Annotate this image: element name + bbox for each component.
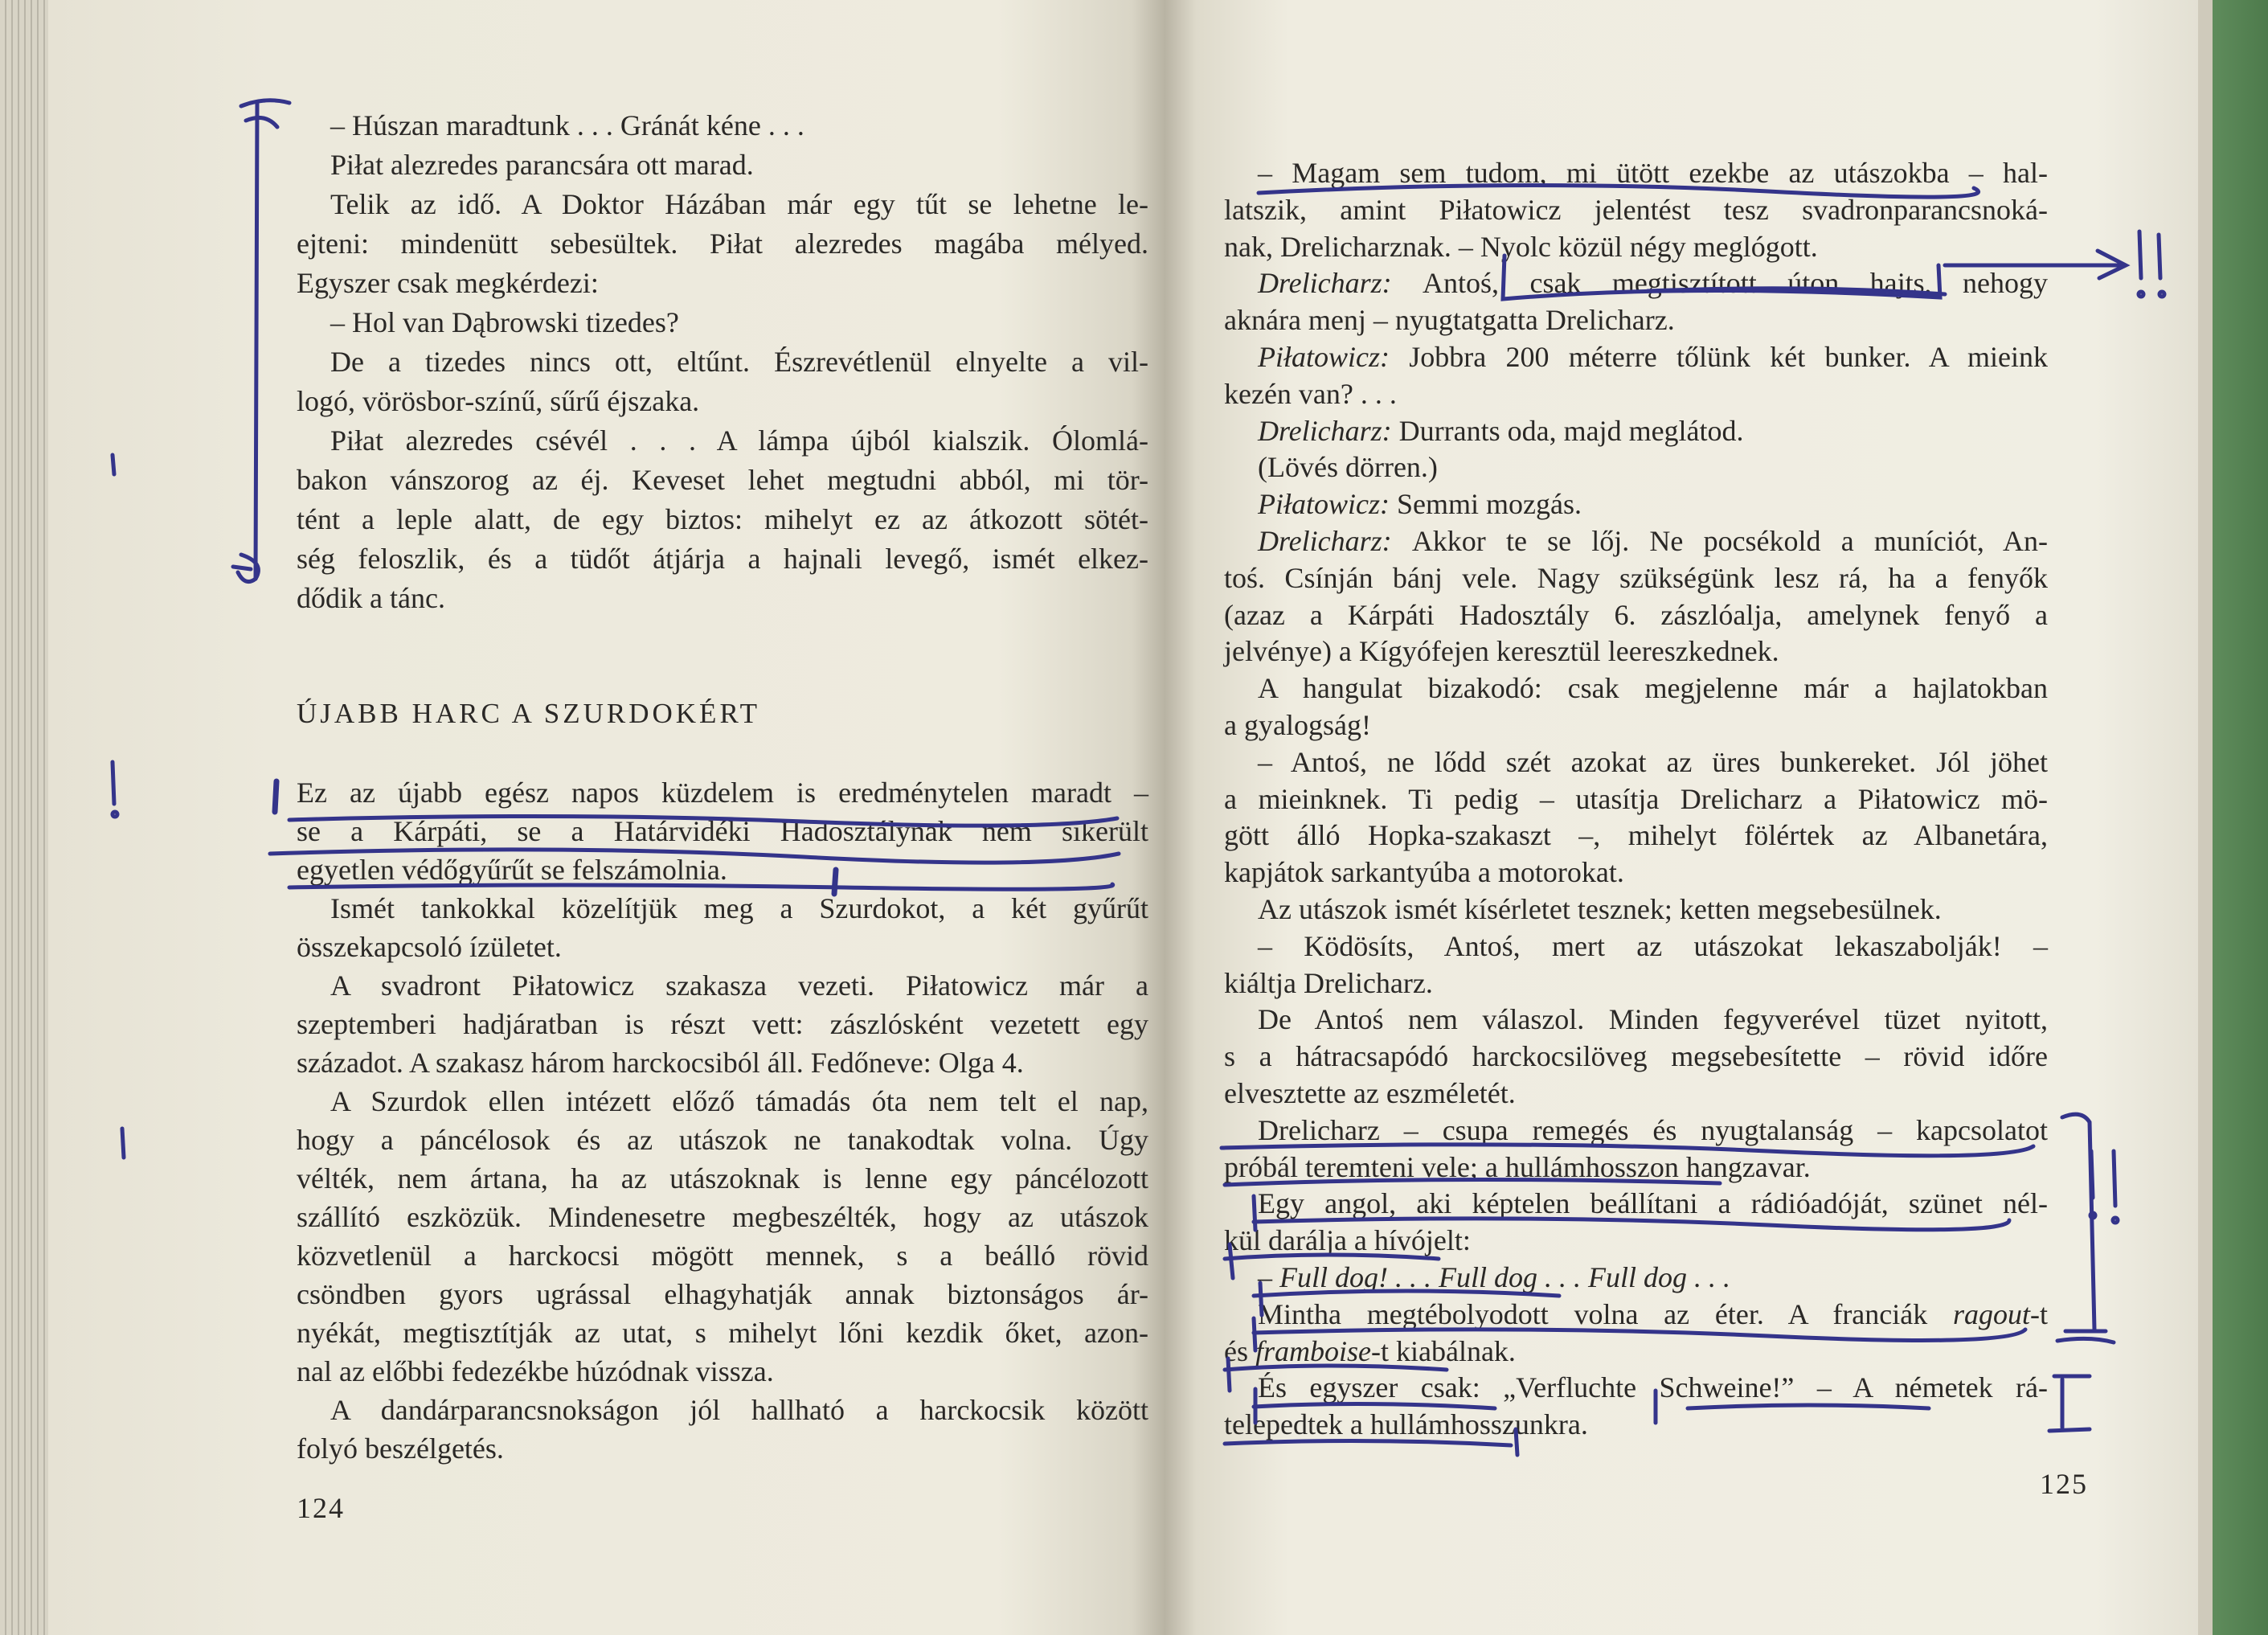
underline <box>1254 1219 2009 1230</box>
text-line: nak, Drelicharznak. – Nyolc közül négy meglógott. <box>1224 230 1818 263</box>
text-line: Piłat alezredes csévél . . . A lámpa újból kialszik. Ólomlá- <box>330 424 1148 457</box>
text-line: közvetlenül a harckocsi mögött mennek, s a beálló rövid <box>297 1240 1148 1272</box>
text-segment: Antoś, csak megtisztított úton hajts, nehogy <box>1423 267 2048 300</box>
text-segment: Durrants oda, majd meglátod. <box>1398 414 1744 447</box>
text-line: nyékát, megtisztítják az utat, s mihelyt lőni kezdik őket, azon- <box>297 1317 1148 1349</box>
arrow-annotation <box>1945 251 2126 278</box>
text-line: És egyszer csak: „Verfluchte Schweine!” – A németek rá- <box>1258 1371 2048 1404</box>
text-line: Egy angol, aki képtelen beállítani a rádióadóját, szünet nél- <box>1258 1187 2048 1220</box>
underline <box>1254 1403 1495 1408</box>
text-line: kiáltja Drelicharz. <box>1224 966 1433 999</box>
text-line: kezén van? . . . <box>1224 377 1397 410</box>
text-line: vélték, nem ártana, ha az utászoknak is lenne egy páncélozott <box>297 1162 1148 1194</box>
text-line: – Húszan maradtunk . . . Gránát kéne . . . <box>330 109 804 141</box>
text-line: s a hátracsapódó harckocsilöveg megsebesítette – rövid időre <box>1224 1040 2048 1073</box>
text-line: se a Kárpáti, se a Határvidéki Hadosztálynak nem sikerült <box>297 815 1148 847</box>
text-mark <box>1228 1196 1656 1455</box>
underline <box>1259 185 1979 197</box>
italic-text: Piłatowicz: <box>1258 340 1410 373</box>
text-line: csöndben gyors ugrással elhagyhatják annak biztonságos ár- <box>297 1278 1148 1310</box>
italic-text: ragout <box>1952 1297 2030 1330</box>
right-margin-bracket <box>2057 1114 2114 1342</box>
exclamation-marks <box>2139 232 2164 297</box>
underline <box>1254 1330 2025 1341</box>
text-line: A Szurdok ellen intézett előző támadás óta nem telt el nap, <box>330 1085 1148 1117</box>
text-line: hogy a páncélosok és az utászok ne tanakodtak volna. Úgy <box>297 1124 1148 1156</box>
text-mark <box>275 781 276 812</box>
text-mark <box>1503 256 1940 299</box>
text-line: (azaz a Kárpáti Hadosztály 6. zászlóalja, amelynek fenyő a <box>1224 598 2048 631</box>
text-line: századot. A szakasz három harckocsiból áll. Fedőneve: Olga 4. <box>297 1047 1024 1079</box>
text-line: tént a leple alatt, de egy biztos: mihelyt ez az átkozott sötét- <box>297 503 1148 535</box>
italic-text: Piłatowicz: <box>1258 488 1397 521</box>
text-line: Piłat alezredes parancsára ott marad. <box>330 149 754 181</box>
text-segment: -t kiabálnak. <box>1371 1334 1516 1367</box>
text-line: A dandárparancsnokságon jól hallható a harckocsik között <box>330 1394 1148 1426</box>
underline <box>1254 1291 1559 1296</box>
text-line: bakon vánszorog az éj. Keveset lehet megtudni abból, mi tör- <box>297 464 1148 496</box>
underline <box>289 884 1113 889</box>
text-line: logó, vörösbor-színű, sűrű éjszaka. <box>297 385 700 417</box>
text-line: Telik az idő. A Doktor Házában már egy tűt se lehetne le- <box>330 188 1148 220</box>
margin-mark <box>113 455 114 474</box>
underline <box>270 850 1119 863</box>
italic-text: Drelicharz: <box>1258 267 1423 300</box>
text-line: – Hol van Dąbrowski tizedes? <box>330 306 679 338</box>
underline <box>1222 1145 2033 1156</box>
text-line: – Ködösíts, Antoś, mert az utászokat lekaszabolják! – <box>1258 929 2048 962</box>
text-line: elvesztette az eszméletét. <box>1224 1076 1516 1109</box>
text-line: kül darálja a hívójelt: <box>1224 1224 1471 1257</box>
left-margin-bracket <box>233 100 289 582</box>
text-line: Az utászok ismét kísérletet tesznek; ketten megsebesülnek. <box>1258 892 1942 925</box>
text-segment: Akkor te se lőj. Ne pocsékold a muníciót, An- <box>1411 524 2049 557</box>
text-line: jelvénye) a Kígyófejen keresztül leereszkednek. <box>1224 635 1779 668</box>
text-line: gött álló Hopka-szakaszt –, mihelyt fölértek az Albanetára, <box>1224 819 2048 852</box>
underline <box>1225 1179 1720 1185</box>
text-line: A svadront Piłatowicz szakasza vezeti. Piłatowicz már a <box>330 969 1148 1002</box>
text-segment: Mintha megtébolyodott volna az éter. A franciák <box>1258 1297 1953 1330</box>
text-line: próbál teremteni vele; a hullámhosszon hangzavar. <box>1224 1150 1811 1183</box>
text-line: a gyalogság! <box>1224 708 1371 741</box>
text-line: folyó beszélgetés. <box>297 1432 504 1465</box>
text-line: latszik, amint Piłatowicz jelentést tesz svadronparancsnoká- <box>1224 193 2048 226</box>
text-line: telepedtek a hullámhosszunkra. <box>1224 1408 1588 1441</box>
text-line: De Antoś nem válaszol. Minden fegyverével tüzet nyitott, <box>1258 1003 2048 1036</box>
text-line: összekapcsoló ízületet. <box>297 931 562 963</box>
text-line: a mieinknek. Ti pedig – utasítja Drelicharz a Piłatowicz mö- <box>1224 782 2048 815</box>
margin-mark <box>113 762 114 804</box>
text-line: A hangulat bizakodó: csak megjelenne már a hajlatokban <box>1258 672 2048 705</box>
underline <box>289 816 1117 826</box>
underline <box>1225 1366 1447 1370</box>
text-line: kapjátok sarkantyúba a motorokat. <box>1224 856 1624 889</box>
text-line: Ismét tankokkal közelítjük meg a Szurdokot, a két gyűrűt <box>330 892 1148 924</box>
underline <box>1225 1255 1439 1259</box>
italic-text: framboise <box>1255 1334 1371 1367</box>
text-line: ejteni: mindenütt sebesültek. Piłat alezredes magába mélyed. <box>297 227 1148 260</box>
text-line: szállító eszközük. Mindenesetre megbeszélték, hogy az utászok <box>297 1201 1148 1233</box>
text-mark <box>834 870 836 894</box>
exclamation-marks <box>2090 1151 2118 1223</box>
text-line: egyetlen védőgyűrűt se felszámolnia. <box>297 854 727 886</box>
text-line: toś. Csínján bánj vele. Nagy szükségünk lesz rá, ha a fenyők <box>1224 561 2048 594</box>
text-line: Drelicharz – csupa remegés és nyugtalanság – kapcsolatot <box>1258 1113 2048 1146</box>
chapter-heading: ÚJABB HARC A SZURDOKÉRT <box>297 698 761 729</box>
small-bracket <box>2049 1376 2090 1431</box>
text-line: dődik a tánc. <box>297 582 445 614</box>
margin-mark <box>122 1129 124 1158</box>
underline <box>1688 1405 1929 1408</box>
text-line: Ez az újabb egész napos küzdelem is eredménytelen maradt – <box>297 777 1148 809</box>
page-number-left: 124 <box>297 1492 345 1524</box>
text-segment: Semmi mozgás. <box>1397 488 1582 521</box>
text-line: Egyszer csak megkérdezi: <box>297 267 599 299</box>
text-segment: Jobbra 200 méterre tőlünk két bunker. A mieink <box>1409 340 2048 373</box>
text-line: nal az előbbi fedezékbe húzódnak vissza. <box>297 1355 774 1387</box>
italic-text: Full dog! . . . Full dog . . . Full dog . . . <box>1279 1260 1730 1293</box>
text-line: – Magam sem tudom, mi ütött ezekbe az utászokba – hal- <box>1258 157 2048 189</box>
text-segment: -t <box>2030 1297 2048 1330</box>
text-line: De a tizedes nincs ott, eltűnt. Észrevétlenül elnyelte a vil- <box>330 346 1148 378</box>
text-segment: – <box>1258 1260 1279 1293</box>
text-line: (Lövés dörren.) <box>1258 451 1438 484</box>
text-line: szeptemberi hadjáratban is részt vett: zászlósként vezetett egy <box>297 1008 1148 1040</box>
page-number-right: 125 <box>2040 1468 2088 1500</box>
italic-text: Drelicharz: <box>1258 524 1412 557</box>
italic-text: Drelicharz: <box>1258 414 1399 447</box>
text-line: – Antoś, ne lődd szét azokat az üres bunkereket. Jól jöhet <box>1258 745 2048 778</box>
underline <box>1225 1440 1511 1445</box>
text-line: ség feloszlik, és a tüdőt átjárja a hajnali levegő, ismét elkez- <box>297 543 1148 575</box>
text-segment: és <box>1224 1334 1255 1367</box>
text-line: aknára menj – nyugtatgatta Drelicharz. <box>1224 304 1675 337</box>
